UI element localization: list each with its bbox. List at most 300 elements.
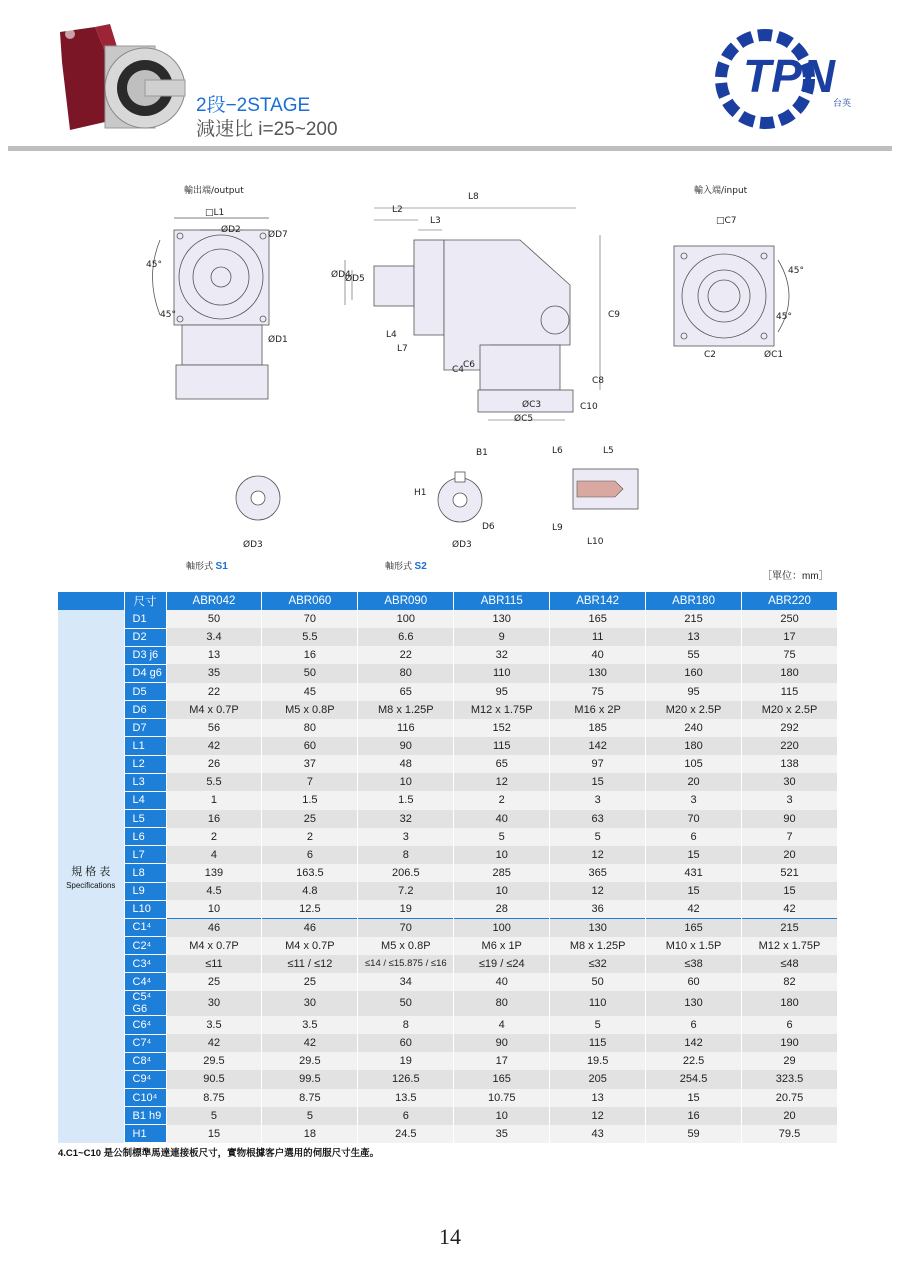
dim-L8: L8 xyxy=(468,192,479,202)
table-cell: 12 xyxy=(454,773,550,791)
table-cell: 32 xyxy=(358,810,454,828)
table-row xyxy=(58,846,838,864)
table-cell: M10 x 1.5P xyxy=(646,937,742,955)
table-cell: 10 xyxy=(166,900,262,918)
table-cell: 4.8 xyxy=(262,882,358,900)
shaft-section-drawing xyxy=(565,455,655,535)
table-cell: 116 xyxy=(358,719,454,737)
table-cell: 3.4 xyxy=(166,628,262,646)
table-row xyxy=(58,1034,838,1052)
row-key: C2⁴ xyxy=(124,937,166,955)
table-cell: 20 xyxy=(646,773,742,791)
table-cell: 1.5 xyxy=(358,791,454,809)
table-row xyxy=(58,1052,838,1070)
table-cell: M5 x 0.8P xyxy=(358,937,454,955)
table-cell: 97 xyxy=(550,755,646,773)
page-header xyxy=(0,0,900,150)
table-cell: 90.5 xyxy=(166,1070,262,1088)
table-cell: 29.5 xyxy=(262,1052,358,1070)
table-cell: 190 xyxy=(742,1034,838,1052)
table-cell: 42 xyxy=(166,1034,262,1052)
header-model-2: ABR090 xyxy=(358,592,454,610)
table-cell: 60 xyxy=(262,737,358,755)
header-model-0: ABR042 xyxy=(166,592,262,610)
table-cell: 163.5 xyxy=(262,864,358,882)
table-cell: 206.5 xyxy=(358,864,454,882)
header-model-1: ABR060 xyxy=(262,592,358,610)
table-cell: 1 xyxy=(166,791,262,809)
table-cell: ≤48 xyxy=(742,955,838,973)
table-cell: 95 xyxy=(454,683,550,701)
table-row xyxy=(58,918,838,936)
table-cell: 70 xyxy=(646,810,742,828)
table-cell: 45 xyxy=(262,683,358,701)
table-row xyxy=(58,882,838,900)
dim-L3: L3 xyxy=(430,216,441,226)
table-cell: 60 xyxy=(358,1034,454,1052)
table-cell: 7.2 xyxy=(358,882,454,900)
dim-C4: C4 xyxy=(452,365,465,375)
table-cell: 20 xyxy=(742,846,838,864)
table-cell: 18 xyxy=(262,1125,358,1143)
table-cell: M8 x 1.25P xyxy=(550,937,646,955)
header-dimension: 尺寸 xyxy=(124,592,166,610)
table-row xyxy=(58,937,838,955)
row-key: C10⁴ xyxy=(124,1089,166,1107)
table-cell: 29.5 xyxy=(166,1052,262,1070)
table-cell: 215 xyxy=(742,918,838,936)
table-cell: 8.75 xyxy=(166,1089,262,1107)
shaft-type-s2: 軸形式 S2 xyxy=(385,561,427,572)
table-cell: 42 xyxy=(166,737,262,755)
dim-D5: ØD5 xyxy=(345,274,365,284)
shaft-type-s1: 軸形式 S1 xyxy=(186,561,228,572)
table-row xyxy=(58,1016,838,1034)
table-cell: 12 xyxy=(550,846,646,864)
table-cell: 24.5 xyxy=(358,1125,454,1143)
table-cell: M12 x 1.75P xyxy=(742,937,838,955)
dim-C2: C2 xyxy=(704,350,717,360)
table-cell: 17 xyxy=(454,1052,550,1070)
table-cell: 250 xyxy=(742,610,838,628)
table-cell: 285 xyxy=(454,864,550,882)
dim-C7: □C7 xyxy=(716,216,737,226)
table-cell: 40 xyxy=(454,810,550,828)
row-key: D5 xyxy=(124,683,166,701)
table-cell: 26 xyxy=(166,755,262,773)
table-row xyxy=(58,701,838,719)
row-key: L1 xyxy=(124,737,166,755)
table-cell: ≤11 / ≤12 xyxy=(262,955,358,973)
table-cell: 10 xyxy=(454,846,550,864)
table-cell: 254.5 xyxy=(646,1070,742,1088)
input-label: 輸入端/input xyxy=(694,186,748,196)
table-cell: 75 xyxy=(742,646,838,664)
row-key: D3 j6 xyxy=(124,646,166,664)
table-cell: M5 x 0.8P xyxy=(262,701,358,719)
table-cell: 215 xyxy=(646,610,742,628)
table-cell: 165 xyxy=(454,1070,550,1088)
specifications-table xyxy=(58,592,838,1143)
table-cell: 75 xyxy=(550,683,646,701)
table-cell: 3 xyxy=(646,791,742,809)
dim-L10: L10 xyxy=(587,537,604,547)
header-model-3: ABR115 xyxy=(454,592,550,610)
dim-45b: 45° xyxy=(160,310,176,320)
table-cell: 205 xyxy=(550,1070,646,1088)
table-cell: 10 xyxy=(454,882,550,900)
table-cell: 13 xyxy=(646,628,742,646)
row-key: D2 xyxy=(124,628,166,646)
table-cell: 34 xyxy=(358,973,454,991)
table-cell: M4 x 0.7P xyxy=(166,937,262,955)
table-cell: 139 xyxy=(166,864,262,882)
table-cell: 15 xyxy=(646,846,742,864)
row-key: C1⁴ xyxy=(124,918,166,936)
table-cell: 32 xyxy=(454,646,550,664)
side-view-drawing xyxy=(330,190,630,430)
table-row xyxy=(58,1125,838,1143)
table-cell: 22.5 xyxy=(646,1052,742,1070)
dim-C9: C9 xyxy=(608,310,621,320)
row-key: C6⁴ xyxy=(124,1016,166,1034)
table-cell: 2 xyxy=(262,828,358,846)
shaft-s1-drawing xyxy=(225,470,295,540)
side-label-en: Specifications xyxy=(66,880,116,890)
table-cell: 220 xyxy=(742,737,838,755)
table-header-row xyxy=(58,592,838,610)
footnote: 4.C1~C10 是公制標準馬達連接板尺寸，實物根據客户選用的伺服尺寸生產。 xyxy=(58,1148,380,1159)
table-cell: 82 xyxy=(742,973,838,991)
side-label-cn: 規 格 表 xyxy=(71,865,111,878)
dim-C10: C10 xyxy=(580,402,598,412)
table-cell: 60 xyxy=(646,973,742,991)
table-cell: 130 xyxy=(550,664,646,682)
table-cell: 10 xyxy=(454,1107,550,1125)
table-cell: 19 xyxy=(358,900,454,918)
dim-C8: C8 xyxy=(592,376,605,386)
table-cell: 4.5 xyxy=(166,882,262,900)
table-cell: 28 xyxy=(454,900,550,918)
dim-C6: C6 xyxy=(463,360,476,370)
row-key: C8⁴ xyxy=(124,1052,166,1070)
table-cell: 100 xyxy=(454,918,550,936)
table-cell: 130 xyxy=(550,918,646,936)
table-cell: 160 xyxy=(646,664,742,682)
table-cell: 48 xyxy=(358,755,454,773)
gearbox-product-image xyxy=(50,22,200,137)
row-key: C9⁴ xyxy=(124,1070,166,1088)
table-cell: 22 xyxy=(358,646,454,664)
table-cell: 431 xyxy=(646,864,742,882)
row-key: D6 xyxy=(124,701,166,719)
table-cell: 65 xyxy=(358,683,454,701)
table-cell: 6 xyxy=(742,1016,838,1034)
table-cell: 165 xyxy=(646,918,742,936)
table-cell: 115 xyxy=(454,737,550,755)
table-cell: 180 xyxy=(742,664,838,682)
table-cell: 80 xyxy=(262,719,358,737)
table-row xyxy=(58,1070,838,1088)
table-row xyxy=(58,664,838,682)
table-cell: 13 xyxy=(550,1089,646,1107)
dim-L6: L6 xyxy=(552,446,563,456)
logo-text: TPN xyxy=(743,50,835,102)
table-cell: 63 xyxy=(550,810,646,828)
table-cell: 5.5 xyxy=(166,773,262,791)
table-cell: 8 xyxy=(358,846,454,864)
dim-D7: ØD7 xyxy=(268,230,288,240)
table-row xyxy=(58,864,838,882)
row-key: L10 xyxy=(124,900,166,918)
input-view-drawing xyxy=(650,210,800,370)
table-cell: 36 xyxy=(550,900,646,918)
table-row xyxy=(58,1107,838,1125)
table-cell: 50 xyxy=(358,991,454,1016)
table-cell: 65 xyxy=(454,755,550,773)
table-cell: 55 xyxy=(646,646,742,664)
table-cell: 20.75 xyxy=(742,1089,838,1107)
row-key: C3⁴ xyxy=(124,955,166,973)
page-number: 14 xyxy=(439,1224,461,1249)
table-cell: 6.6 xyxy=(358,628,454,646)
table-row xyxy=(58,973,838,991)
table-cell: M12 x 1.75P xyxy=(454,701,550,719)
table-cell: 7 xyxy=(742,828,838,846)
table-cell: 30 xyxy=(742,773,838,791)
table-cell: M4 x 0.7P xyxy=(166,701,262,719)
logo-subtext: 台英 xyxy=(833,99,852,109)
table-cell: 5 xyxy=(550,828,646,846)
table-cell: 1.5 xyxy=(262,791,358,809)
table-cell: 16 xyxy=(262,646,358,664)
table-cell: 6 xyxy=(646,828,742,846)
table-cell: 4 xyxy=(454,1016,550,1034)
table-cell: 292 xyxy=(742,719,838,737)
row-key: D4 g6 xyxy=(124,664,166,682)
table-cell: 15 xyxy=(646,882,742,900)
table-cell: 185 xyxy=(550,719,646,737)
table-cell: 10 xyxy=(358,773,454,791)
table-cell: 130 xyxy=(454,610,550,628)
table-row xyxy=(58,955,838,973)
dim-45c: 45° xyxy=(788,266,804,276)
table-cell: 80 xyxy=(358,664,454,682)
table-row xyxy=(58,900,838,918)
dim-C3: ØC3 xyxy=(522,400,542,410)
unit-label: ［單位：mm］ xyxy=(762,571,829,582)
table-cell: 3 xyxy=(550,791,646,809)
table-cell: 13.5 xyxy=(358,1089,454,1107)
table-cell: 7 xyxy=(262,773,358,791)
table-cell: 323.5 xyxy=(742,1070,838,1088)
stage-title: 2段−2STAGE xyxy=(196,95,311,116)
row-key: D7 xyxy=(124,719,166,737)
row-key: C5⁴ G6 xyxy=(124,991,166,1016)
table-cell: 2 xyxy=(166,828,262,846)
table-cell: 25 xyxy=(262,810,358,828)
table-cell: 90 xyxy=(454,1034,550,1052)
header-divider xyxy=(8,146,892,151)
output-label: 輸出端/output xyxy=(184,186,244,196)
table-cell: 5.5 xyxy=(262,628,358,646)
table-cell: 16 xyxy=(646,1107,742,1125)
table-cell: 25 xyxy=(166,973,262,991)
table-cell: 180 xyxy=(742,991,838,1016)
table-cell: 59 xyxy=(646,1125,742,1143)
table-row xyxy=(58,810,838,828)
dim-L7: L7 xyxy=(397,344,408,354)
table-cell: 15 xyxy=(646,1089,742,1107)
table-row xyxy=(58,737,838,755)
row-key: L8 xyxy=(124,864,166,882)
dim-C1: ØC1 xyxy=(764,350,784,360)
row-key: C7⁴ xyxy=(124,1034,166,1052)
table-cell: 79.5 xyxy=(742,1125,838,1143)
table-cell: 30 xyxy=(262,991,358,1016)
table-cell: ≤14 / ≤15.875 / ≤16 xyxy=(358,955,454,973)
row-key: L6 xyxy=(124,828,166,846)
table-row xyxy=(58,610,838,628)
table-cell: 11 xyxy=(550,628,646,646)
table-cell: 40 xyxy=(454,973,550,991)
table-body xyxy=(58,610,838,1143)
table-cell: 6 xyxy=(262,846,358,864)
table-cell: ≤19 / ≤24 xyxy=(454,955,550,973)
dim-D2: ØD2 xyxy=(221,225,241,235)
table-cell: 180 xyxy=(646,737,742,755)
table-cell: 3 xyxy=(358,828,454,846)
table-cell: 4 xyxy=(166,846,262,864)
dim-D3-s1: ØD3 xyxy=(243,540,263,550)
table-cell: M20 x 2.5P xyxy=(742,701,838,719)
table-cell: 22 xyxy=(166,683,262,701)
dim-B1: B1 xyxy=(476,448,488,458)
table-cell: 15 xyxy=(166,1125,262,1143)
table-cell: 126.5 xyxy=(358,1070,454,1088)
table-cell: 5 xyxy=(454,828,550,846)
table-cell: 165 xyxy=(550,610,646,628)
table-cell: 3.5 xyxy=(262,1016,358,1034)
header-model-5: ABR180 xyxy=(646,592,742,610)
table-cell: 20 xyxy=(742,1107,838,1125)
dim-C5: ØC5 xyxy=(514,414,534,424)
table-cell: 12.5 xyxy=(262,900,358,918)
table-cell: 521 xyxy=(742,864,838,882)
table-row xyxy=(58,991,838,1016)
table-cell: M16 x 2P xyxy=(550,701,646,719)
table-cell: 2 xyxy=(454,791,550,809)
table-cell: 3.5 xyxy=(166,1016,262,1034)
row-key: L7 xyxy=(124,846,166,864)
table-cell: 130 xyxy=(646,991,742,1016)
row-key: L5 xyxy=(124,810,166,828)
table-cell: 95 xyxy=(646,683,742,701)
row-key: L9 xyxy=(124,882,166,900)
table-cell: 10.75 xyxy=(454,1089,550,1107)
dim-D3-s2: ØD3 xyxy=(452,540,472,550)
table-row xyxy=(58,755,838,773)
table-row xyxy=(58,683,838,701)
table-cell: 15 xyxy=(742,882,838,900)
table-cell: 5 xyxy=(262,1107,358,1125)
table-cell: 35 xyxy=(166,664,262,682)
row-key: L4 xyxy=(124,791,166,809)
table-cell: 25 xyxy=(262,973,358,991)
dim-D4: ØD4 xyxy=(331,270,351,280)
table-cell: 6 xyxy=(358,1107,454,1125)
table-row xyxy=(58,719,838,737)
table-cell: 100 xyxy=(358,610,454,628)
table-cell: 8 xyxy=(358,1016,454,1034)
table-cell: 42 xyxy=(262,1034,358,1052)
row-key: B1 h9 xyxy=(124,1107,166,1125)
table-cell: ≤32 xyxy=(550,955,646,973)
table-row xyxy=(58,828,838,846)
row-key: L3 xyxy=(124,773,166,791)
table-cell: 80 xyxy=(454,991,550,1016)
tpn-logo xyxy=(715,24,875,134)
table-cell: 240 xyxy=(646,719,742,737)
table-row xyxy=(58,628,838,646)
table-cell: 46 xyxy=(166,918,262,936)
table-cell: M20 x 2.5P xyxy=(646,701,742,719)
table-cell: 90 xyxy=(358,737,454,755)
dim-L5: L5 xyxy=(603,446,614,456)
table-cell: 99.5 xyxy=(262,1070,358,1088)
dim-L9: L9 xyxy=(552,523,563,533)
table-cell: 43 xyxy=(550,1125,646,1143)
table-cell: 9 xyxy=(454,628,550,646)
row-key: H1 xyxy=(124,1125,166,1143)
dim-45d: 45° xyxy=(776,312,792,322)
table-cell: 110 xyxy=(454,664,550,682)
table-cell: 46 xyxy=(262,918,358,936)
table-cell: 142 xyxy=(550,737,646,755)
table-cell: 115 xyxy=(742,683,838,701)
table-cell: 40 xyxy=(550,646,646,664)
table-cell: 35 xyxy=(454,1125,550,1143)
table-cell: 50 xyxy=(166,610,262,628)
table-cell: 13 xyxy=(166,646,262,664)
table-cell: 5 xyxy=(550,1016,646,1034)
table-cell: 12 xyxy=(550,1107,646,1125)
table-cell: 17 xyxy=(742,628,838,646)
reduction-ratio: 減速比 i=25~200 xyxy=(196,119,338,140)
row-key: D1 xyxy=(124,610,166,628)
table-cell: 29 xyxy=(742,1052,838,1070)
table-cell: 5 xyxy=(166,1107,262,1125)
table-cell: ≤11 xyxy=(166,955,262,973)
dim-D1: ØD1 xyxy=(268,335,288,345)
row-key: L2 xyxy=(124,755,166,773)
specifications-side-label xyxy=(58,610,124,1143)
table-cell: 110 xyxy=(550,991,646,1016)
table-row xyxy=(58,773,838,791)
table-cell: 138 xyxy=(742,755,838,773)
dim-H1: H1 xyxy=(414,488,427,498)
table-cell: 8.75 xyxy=(262,1089,358,1107)
table-cell: 105 xyxy=(646,755,742,773)
table-cell: 3 xyxy=(742,791,838,809)
dim-D6: D6 xyxy=(482,522,495,532)
table-cell: 42 xyxy=(646,900,742,918)
table-cell: 115 xyxy=(550,1034,646,1052)
table-cell: 6 xyxy=(646,1016,742,1034)
table-cell: ≤38 xyxy=(646,955,742,973)
dim-L4: L4 xyxy=(386,330,397,340)
table-cell: 16 xyxy=(166,810,262,828)
